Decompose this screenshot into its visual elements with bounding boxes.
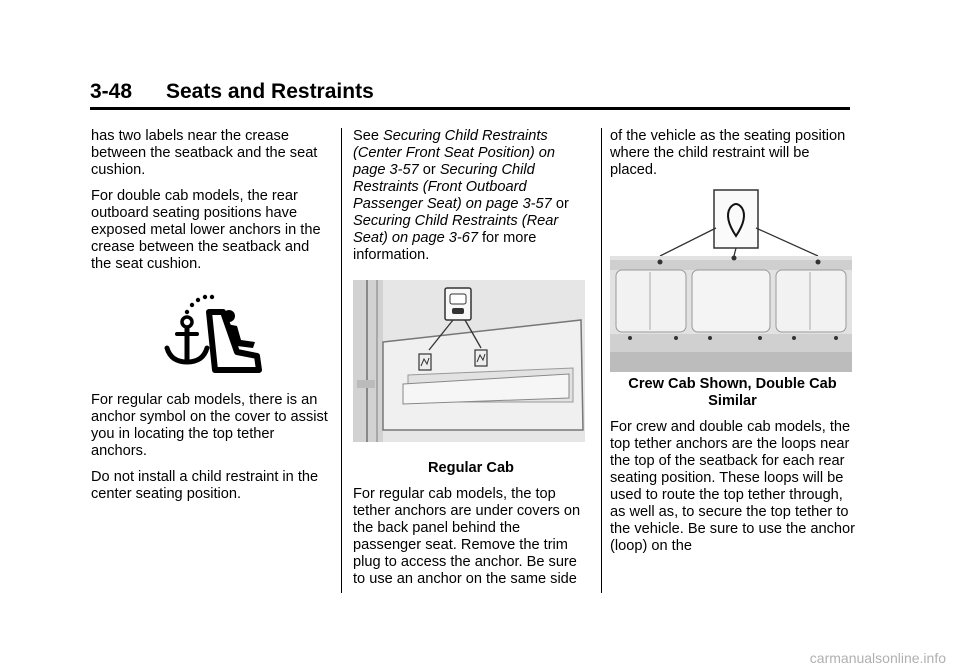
paragraph: For regular cab models, there is an anchor symbol on the cover to assist you in locating the top tether anchors.: [91, 392, 328, 459]
column-divider: [601, 128, 602, 593]
section-title: Seats and Restraints: [166, 80, 374, 103]
text: or: [418, 162, 440, 178]
paragraph: For regular cab models, the top tether anchors are under covers on the back panel behind the passenger seat. Remove the trim plug to access the anchor. Be sure to use an anchor on the same side: [353, 486, 581, 587]
figure-caption: Regular Cab: [428, 460, 514, 476]
watermark: carmanualsonline.info: [809, 650, 946, 666]
paragraph: of the vehicle as the seating position where the child restraint will be placed.: [610, 128, 846, 178]
column-divider: [341, 128, 342, 593]
column-2: [353, 128, 589, 597]
crew-cab-tether-illustration: [610, 188, 852, 372]
paragraph: Do not install a child restraint in the center seating position.: [91, 469, 319, 502]
page-number: 3-48: [90, 80, 133, 103]
header-rule: [90, 107, 850, 110]
cross-reference-link[interactable]: Securing Child Restraints (Front Outboard Passenger Seat) on page 3-57: [353, 162, 552, 212]
page-header: [90, 80, 850, 110]
text: or: [551, 196, 569, 212]
text: See: [353, 128, 384, 144]
cross-reference-link[interactable]: Securing Child Restraints (Rear Seat) on page 3-67: [353, 213, 559, 246]
text: for more information.: [353, 230, 537, 263]
paragraph: For double cab models, the rear outboard seating positions have exposed metal lower anchors in the crease between the seatback and the seat cushion.: [91, 188, 321, 272]
paragraph: For crew and double cab models, the top tether anchors are the loops near the top of the seatback for each rear seating position. These loops will be used to route the top tether through, as well as, to secure the top tether to the vehicle. Be sure to use the anchor (loop) on the: [610, 419, 856, 554]
paragraph: has two labels near the crease between the seatback and the seat cushion.: [91, 128, 318, 178]
column-1: [91, 128, 329, 512]
paragraph: [353, 128, 589, 264]
figure-caption: Crew Cab Shown, Double Cab Similar: [628, 376, 837, 409]
cross-reference-link[interactable]: Securing Child Restraints (Center Front Seat Position) on page 3-57: [353, 128, 555, 178]
regular-cab-tether-illustration: [353, 280, 585, 442]
column-3: [610, 128, 855, 564]
child-seat-anchor-symbol-icon: [91, 282, 329, 392]
